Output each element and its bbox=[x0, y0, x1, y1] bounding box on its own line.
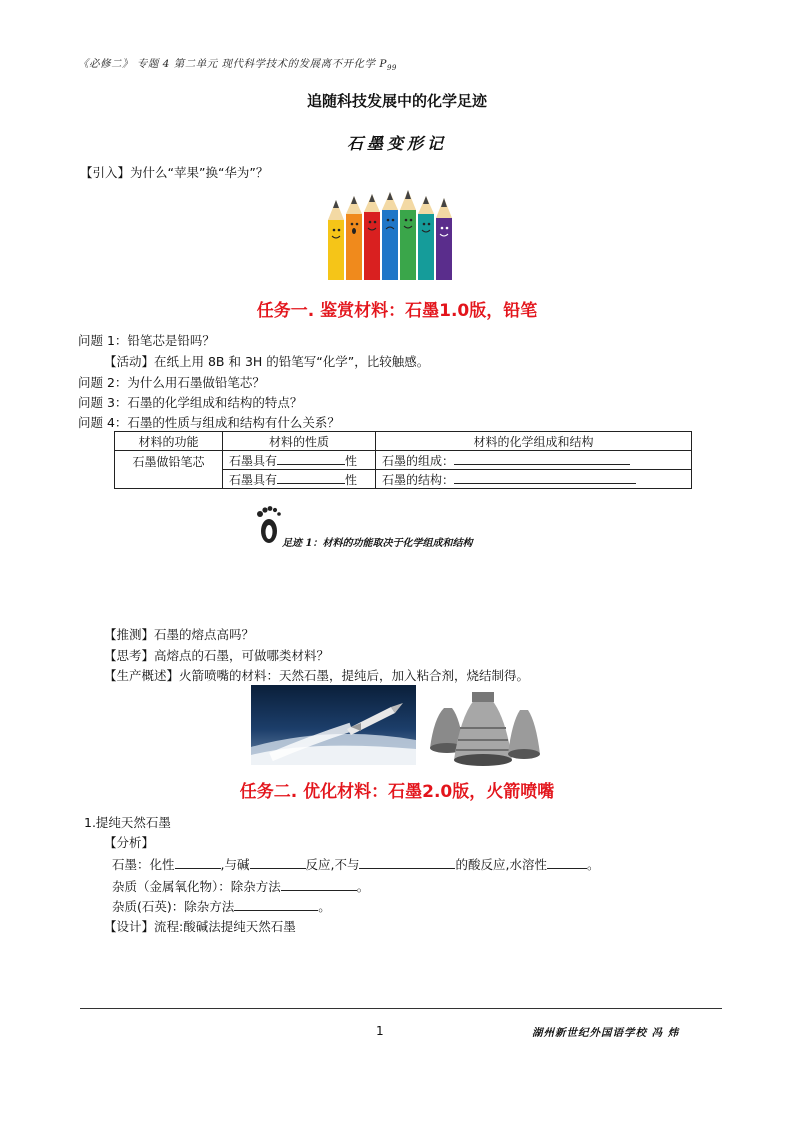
property-blank-2[interactable] bbox=[277, 471, 345, 484]
structure-blank[interactable] bbox=[454, 471, 636, 484]
table-header: 材料的功能 bbox=[115, 432, 223, 451]
footprint-icon bbox=[255, 505, 281, 545]
activity-line: 【活动】在纸上用 8B 和 3H 的铅笔写“化学”，比较触感。 bbox=[104, 354, 430, 369]
table-header-row bbox=[115, 432, 692, 451]
graphite-line: 石墨：化性 ,与碱 反应,不与 的酸反应,水溶性 。 bbox=[112, 857, 600, 872]
document-title: 追随科技发展中的化学足迹 bbox=[306, 92, 487, 110]
acid-type-blank[interactable] bbox=[359, 856, 455, 869]
quartz-removal-blank[interactable] bbox=[234, 898, 318, 911]
pencil-blue bbox=[382, 192, 398, 280]
page-header: 《必修二》 专题 4 第二单元 现代科学技术的发展离不开化学 $P_{99}$ bbox=[78, 58, 397, 73]
school-name: 湖州新世纪外国语学校 冯 炜 bbox=[532, 1027, 680, 1039]
intro-line: 【引入】为什么“苹果”换“华为”？ bbox=[80, 165, 269, 180]
question-1: 问题 1：铅笔芯是铅吗？ bbox=[78, 333, 215, 348]
material-table bbox=[114, 431, 692, 489]
property-cell: 石墨具有 性 bbox=[223, 451, 376, 470]
property-blank-1[interactable] bbox=[277, 452, 345, 465]
pencil-teal bbox=[418, 196, 434, 280]
footer-rule bbox=[80, 1008, 722, 1009]
impurity-oxide-line: 杂质（金属氧化物）：除杂方法 。 bbox=[112, 879, 370, 894]
oxide-removal-blank[interactable] bbox=[281, 878, 357, 891]
impurity-quartz-line: 杂质(石英)：除杂方法 。 bbox=[112, 899, 331, 914]
pencil-purple bbox=[436, 198, 452, 280]
chemical-property-blank[interactable] bbox=[175, 856, 221, 869]
function-cell: 石墨做铅笔芯 bbox=[115, 451, 223, 489]
property-cell: 石墨具有 性 bbox=[223, 470, 376, 489]
rocket-nozzles-image bbox=[420, 688, 544, 766]
analysis-label: 【分析】 bbox=[104, 835, 155, 850]
rocket-launch-image bbox=[251, 685, 416, 765]
alkali-reaction-blank[interactable] bbox=[250, 856, 306, 869]
document-subtitle: 石墨变形记 bbox=[346, 134, 447, 153]
pencil-red bbox=[364, 194, 380, 280]
composition-blank[interactable] bbox=[454, 452, 630, 465]
question-3: 问题 3：石墨的化学组成和结构的特点？ bbox=[78, 395, 303, 410]
task-one-heading: 任务一. 鉴赏材料：石墨1.0版，铅笔 bbox=[256, 301, 538, 321]
table-header: 材料的性质 bbox=[223, 432, 376, 451]
pencil-yellow bbox=[328, 200, 344, 280]
think-line: 【思考】高熔点的石墨，可做哪类材料？ bbox=[104, 648, 330, 663]
structure-cell: 石墨的结构： bbox=[376, 470, 692, 489]
solubility-blank[interactable] bbox=[547, 856, 587, 869]
production-line: 【生产概述】火箭喷嘴的材料：天然石墨，提纯后，加入粘合剂，烧结制得。 bbox=[104, 668, 530, 683]
guess-line: 【推测】石墨的熔点高吗？ bbox=[104, 627, 255, 642]
question-2: 问题 2：为什么用石墨做铅笔芯？ bbox=[78, 375, 265, 390]
page-number: 1 bbox=[376, 1024, 384, 1038]
pencil-orange bbox=[346, 196, 362, 280]
task-two-heading: 任务二. 优化材料：石墨2.0版，火箭喷嘴 bbox=[239, 782, 555, 802]
table-header: 材料的化学组成和结构 bbox=[376, 432, 692, 451]
question-4: 问题 4：石墨的性质与组成和结构有什么关系？ bbox=[78, 415, 340, 430]
table-row bbox=[115, 451, 692, 470]
pencils-image bbox=[326, 190, 468, 280]
pencil-green bbox=[400, 190, 416, 280]
composition-cell: 石墨的组成： bbox=[376, 451, 692, 470]
design-line: 【设计】流程:酸碱法提纯天然石墨 bbox=[104, 919, 296, 934]
section-1-title: 1.提纯天然石墨 bbox=[84, 815, 171, 830]
footprint-note: 足迹 1：材料的功能取决于化学组成和结构 bbox=[282, 538, 473, 549]
